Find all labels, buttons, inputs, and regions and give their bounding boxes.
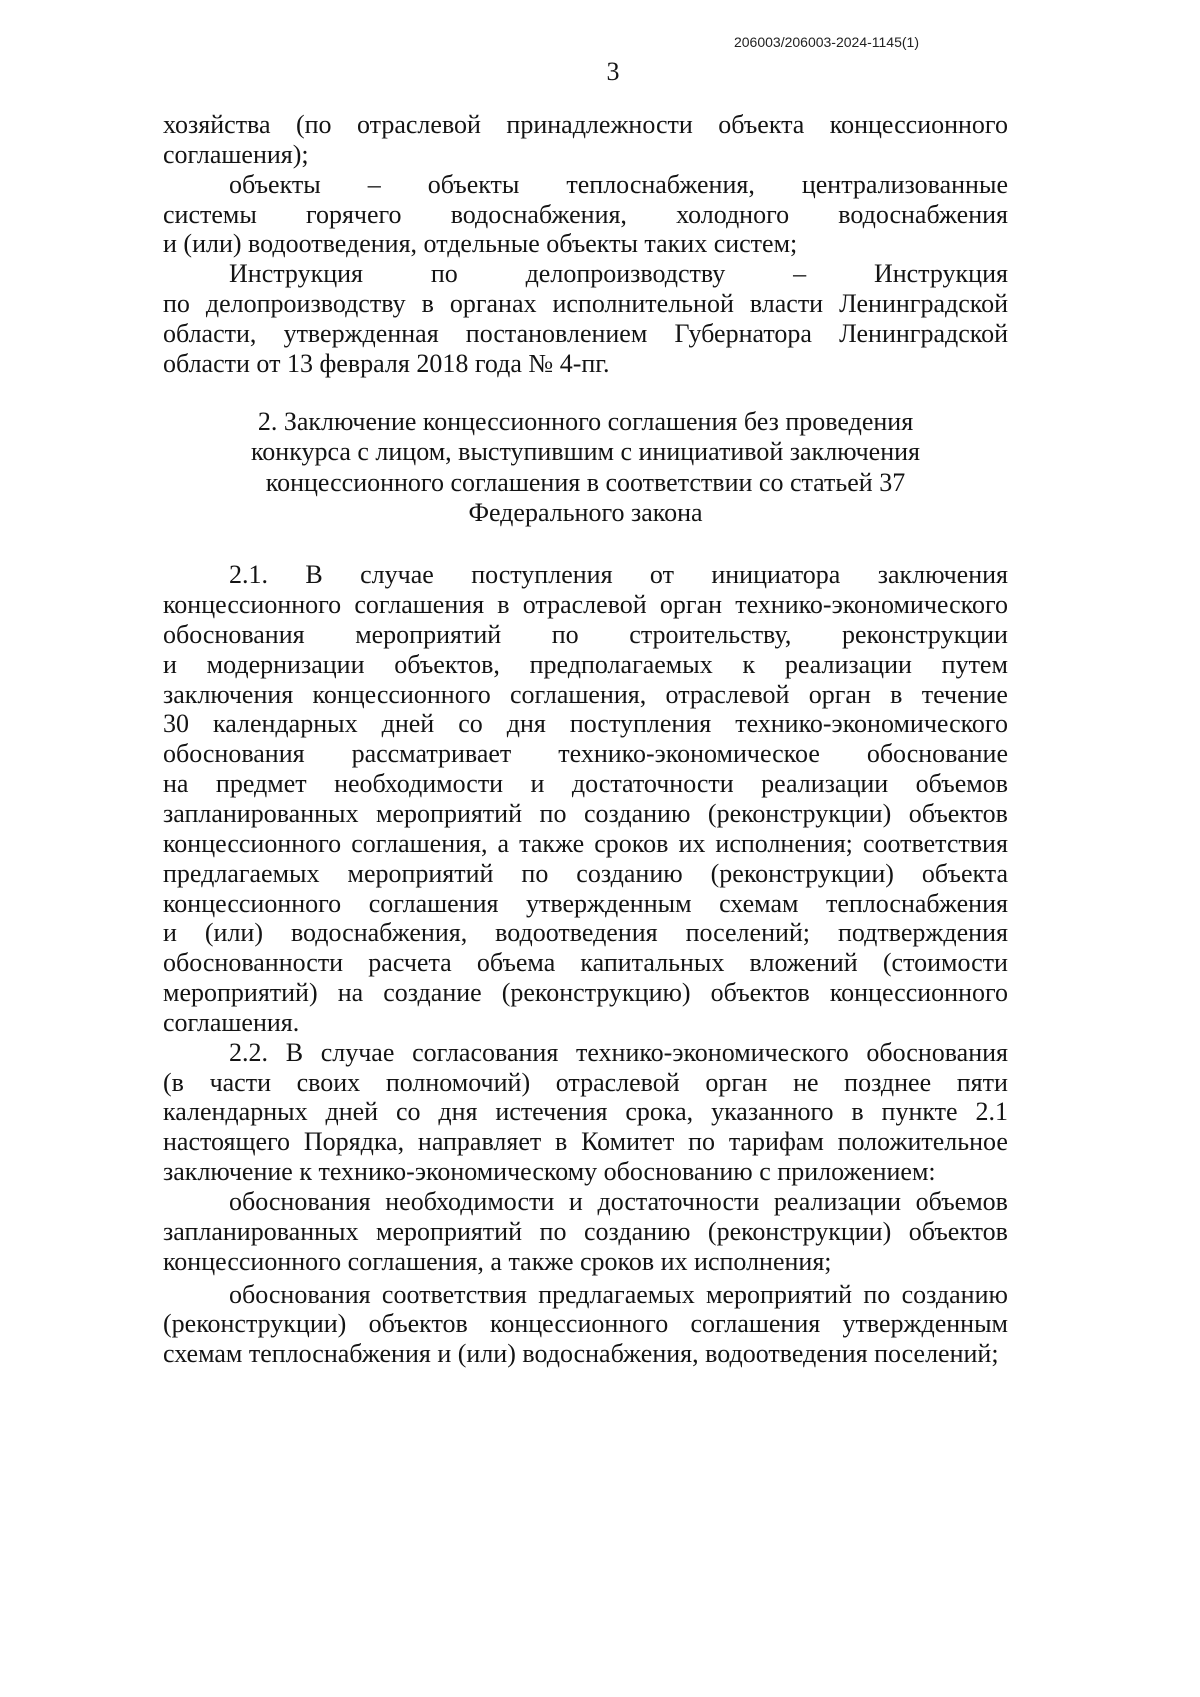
word: пяти [956,1067,1008,1097]
word: объемов [915,769,1008,799]
clause-2-2-paragraph [163,1038,1008,1187]
word: со [395,1097,421,1127]
word: технико-экономического [575,1037,849,1067]
word: (реконструкции) [710,858,894,888]
word: расчета [368,948,452,978]
word: с [357,437,369,467]
word: концессионного [163,888,342,918]
word: теплоснабжения [825,888,1008,918]
text-line [163,140,1008,170]
text-line [163,437,1008,467]
word: согласования [412,1037,559,1067]
word: схемам [719,888,799,918]
word: соответствии [605,467,753,497]
word: созданию [584,1216,691,1246]
word: закона [630,497,703,527]
word: поступления [569,709,712,739]
word: и [163,649,177,679]
word: обоснования [163,619,305,649]
word: также [508,1246,574,1276]
word: срока, [625,1097,694,1127]
word: и [568,1186,583,1216]
text-line [163,948,1008,978]
word: с [620,437,633,467]
word: указанного [711,1097,834,1127]
word: позднее [844,1067,932,1097]
word: заключения [163,679,294,709]
text-line [229,170,1008,200]
word: случае [320,1037,395,1067]
word: по [863,1279,891,1309]
word: концессионного [312,679,491,709]
word: теплоснабжения [248,1339,431,1369]
word: мероприятий [355,619,502,649]
word: на [337,978,364,1008]
clause-2-1-paragraph [163,560,1008,1038]
word: к [299,1157,312,1187]
word: 30 [163,709,189,739]
word: (реконструкции) [707,1216,892,1246]
text-line [163,1217,1008,1247]
word: 37 [879,467,906,497]
word: реализации [761,769,889,799]
word: отраслевой [357,110,481,139]
text-line [163,289,1008,319]
definition-objects-paragraph [163,170,1008,260]
word: рассматривает [351,739,512,769]
word: поступления [471,560,613,590]
word: своих [296,1067,361,1097]
word: концессионного [829,110,1008,139]
word: органах [449,289,537,319]
text-line [163,799,1008,829]
text-line [163,1008,1008,1038]
word: Губернатора [674,318,812,348]
word: мероприятий [706,1279,853,1309]
word: по [539,1216,567,1246]
word: случае [360,560,434,590]
word: в [851,1097,864,1127]
word: настоящего [163,1127,291,1157]
word: части [209,1067,271,1097]
document-body [163,110,1008,1369]
word: по [551,619,579,649]
word: сроков [594,828,669,858]
text-line [163,1247,1008,1277]
text-line [229,259,1008,289]
word: отраслевой [522,590,647,620]
text-line [163,918,1008,948]
word: лицом, [375,437,452,467]
word: а [497,828,510,858]
text-line [163,229,1008,259]
word: выступившим [458,437,614,467]
word: концессионного [490,1309,669,1339]
word: и [437,1339,452,1369]
word: в [421,289,434,319]
text-line [163,498,1008,528]
word: 2.1. [229,560,268,590]
word: (реконструкции) [707,799,892,829]
word: объекты [546,229,638,259]
word: Ленинградской [839,318,1008,348]
word: путем [941,649,1008,679]
word: (по [295,110,332,139]
word: технико-экономическому [318,1157,598,1187]
text-line [163,110,1008,140]
word: мероприятий) [163,978,318,1008]
word: (реконструкцию) [501,978,691,1008]
word: и [163,918,177,948]
word: обоснования [163,739,305,769]
word: водоснабжения, [450,199,627,229]
word: делопроизводству [205,289,406,319]
word: их [660,1246,688,1276]
word: области [163,348,250,378]
word: соглашения [607,406,738,436]
word: направляет [417,1127,542,1157]
word: централизованные [801,169,1008,199]
word: соглашения [368,888,499,918]
word: водоснабжения, [290,918,468,948]
word: объектов [710,978,810,1008]
word: области, [163,318,257,348]
word: объектов [908,1216,1008,1246]
word: объекта [718,110,805,139]
word: постановлением [465,318,648,348]
word: запланированных [163,1216,359,1246]
word: заключения [789,437,921,467]
word: инициатора [711,560,841,590]
word: предмет [215,769,307,799]
word: в [890,679,903,709]
word: горячего [305,199,402,229]
word: Порядка, [303,1127,405,1157]
word: 13 [286,348,313,378]
word: с [759,1157,771,1187]
word: соглашения [450,467,581,497]
word: календарных [163,1097,308,1127]
word: делопроизводству [525,259,726,289]
word: необходимости [334,769,504,799]
word: отраслевой [665,679,790,709]
word: календарных [213,709,358,739]
word: Федерального [468,497,625,527]
word: по [521,858,549,888]
clause-2-2-attachment-item [163,1187,1008,1277]
text-line [229,1038,1008,1068]
word: от [649,560,674,590]
word: мероприятий [376,1216,523,1246]
word: исполнения; [694,1246,832,1276]
word: запланированных [163,799,359,829]
text-line [163,1157,1008,1187]
word: по [539,799,567,829]
text-line [163,739,1008,769]
word: статьей [789,467,873,497]
section-heading [163,407,1008,528]
word: концессионного [265,467,444,497]
word: концессионного [163,1246,342,1276]
word: водоснабжения, [522,1339,699,1369]
text-line [229,1187,1008,1217]
word: систем; [713,229,798,259]
text-line [163,889,1008,919]
text-line [163,590,1008,620]
word: концессионного [422,406,602,436]
word: пункте [881,1097,958,1127]
word: 2.1 [975,1097,1008,1127]
word: орган [808,679,871,709]
word: В [285,1037,304,1067]
word: технико-экономического [735,590,1008,620]
word: 2. [257,406,278,436]
word: мероприятий [347,858,494,888]
text-line [163,468,1008,498]
word: реконструкции [841,619,1008,649]
word: Инструкция [873,259,1008,289]
word: а [490,1246,502,1276]
text-line [163,407,1008,437]
word: созданию [576,858,683,888]
word: течение [921,679,1008,709]
word: поселений; [685,918,811,948]
word: от [256,348,281,378]
word: схемам [163,1339,243,1369]
word: технико-экономического [735,709,1008,739]
word: положительное [837,1127,1008,1157]
text-line [163,319,1008,349]
word: по [688,1127,716,1157]
word: достаточности [597,1186,760,1216]
word: соглашения [690,1309,821,1339]
word: исполнительной [552,289,734,319]
word: концессионного [163,590,342,620]
text-line [163,349,1008,379]
word: соответствия [862,828,1008,858]
word: объектов [908,799,1008,829]
text-line [163,769,1008,799]
word: обоснования [229,1279,371,1309]
word: предлагаемых [163,858,320,888]
word: таких [644,229,708,259]
word: – [793,259,807,289]
word: тарифам [728,1127,824,1157]
word: предполагаемых [529,649,713,679]
word: холодного [676,199,790,229]
text-line [229,560,1008,590]
word: заключения [877,560,1008,590]
word: орган [705,1067,768,1097]
word: созданию [901,1279,1008,1309]
word: по [163,289,190,319]
word: по [430,259,458,289]
word: водоотведения [495,918,658,948]
word: обоснованности [163,948,344,978]
definition-instruction-paragraph [163,259,1008,378]
word: приложением: [777,1157,936,1187]
word: – [367,169,381,199]
word: также [519,828,585,858]
word: орган [659,590,723,620]
text-line [163,829,1008,859]
word: технико-экономическое [558,739,820,769]
word: объектов, [394,649,500,679]
word: реализации [784,649,912,679]
word: системы [163,199,257,229]
word: (реконструкции) [163,1309,347,1339]
word: обоснованию [603,1157,753,1187]
word: концессионного [163,828,342,858]
word: истечения [495,1097,608,1127]
word: соглашения, [347,1246,484,1276]
word: объема [476,948,556,978]
word: (или) [457,1339,516,1369]
word: № [528,348,554,378]
text-line [163,1097,1008,1127]
word: исполнения; [715,828,853,858]
word: заключение [163,1157,293,1187]
word: обоснования [229,1186,371,1216]
word: вложений [749,948,858,978]
word: хозяйства [163,110,271,139]
word: на [163,769,189,799]
page-number: 3 [606,57,620,86]
word: подтверждения [838,918,1008,948]
word: соглашения [354,590,485,620]
word: отраслевой [555,1067,680,1097]
text-line [163,1309,1008,1339]
text-line [163,200,1008,230]
registration-number: 206003/206003-2024-1145(1) [733,34,919,50]
word: созданию [584,799,691,829]
text-line [163,709,1008,739]
word: Комитет [581,1127,675,1157]
word: полномочий) [385,1067,531,1097]
word: соглашения, [510,679,647,709]
word: утвержденная [283,318,439,348]
word: без [743,406,779,436]
word: принадлежности [506,110,693,139]
word: модернизации [206,649,365,679]
word: 4-пг. [559,348,610,378]
word: водоотведения, [248,229,418,259]
word: (в [163,1067,184,1097]
word: создание [383,978,482,1008]
text-line [229,1280,1008,1310]
word: предлагаемых [538,1279,695,1309]
word: соответствия [381,1279,527,1309]
word: необходимости [385,1186,555,1216]
text-line [163,859,1008,889]
word: к [742,649,756,679]
word: объекты [229,169,321,199]
text-line [163,1127,1008,1157]
word: в [497,590,510,620]
word: концессионного [829,978,1008,1008]
word: обоснование [866,739,1008,769]
word: теплоснабжения, [566,169,755,199]
text-line [163,680,1008,710]
word: водоснабжения [838,199,1008,229]
text-line [163,620,1008,650]
word: (или) [204,918,263,948]
word: дня [506,709,546,739]
text-line [163,978,1008,1008]
word: в [555,1127,568,1157]
word: объектов [368,1309,468,1339]
text-line [163,1339,1008,1369]
word: капитальных [580,948,725,978]
word: Ленинградской [839,289,1008,319]
word: поселений; [874,1339,999,1369]
word: объекты [427,169,520,199]
word: Заключение [283,406,417,436]
word: соглашения. [163,1007,300,1037]
word: водоотведения [705,1339,868,1369]
word: отдельные [423,229,540,259]
word: февраля [319,348,410,378]
word: реализации [773,1186,901,1216]
word: объемов [915,1186,1008,1216]
word: строительству, [629,619,792,649]
word: инициативой [638,437,784,467]
definition-continued-paragraph [163,110,1008,170]
word: и [163,229,177,259]
word: В [305,560,323,590]
word: не [793,1067,819,1097]
word: конкурса [250,437,351,467]
word: утвержденным [842,1309,1008,1339]
word: и [530,769,545,799]
word: со [458,709,483,739]
text-line [163,650,1008,680]
word: года [474,348,522,378]
word: объекта [921,858,1008,888]
text-line [163,1068,1008,1098]
word: сроков [579,1246,655,1276]
word: мероприятий [376,799,523,829]
word: 2.2. [229,1037,268,1067]
word: утвержденным [526,888,692,918]
word: проведения [785,406,914,436]
word: соглашения, [351,828,488,858]
word: со [758,467,784,497]
word: в [586,467,599,497]
clause-2-2-attachment-item [163,1280,1008,1370]
word: их [678,828,706,858]
word: (стоимости [882,948,1008,978]
word: Инструкция [229,259,363,289]
word: соглашения); [163,139,309,169]
word: дней [325,1097,379,1127]
word: дня [438,1097,478,1127]
word: достаточности [571,769,734,799]
word: дней [381,709,435,739]
word: власти [749,289,824,319]
word: (или) [183,229,242,259]
word: обоснования [866,1037,1008,1067]
word: 2018 [416,348,469,378]
